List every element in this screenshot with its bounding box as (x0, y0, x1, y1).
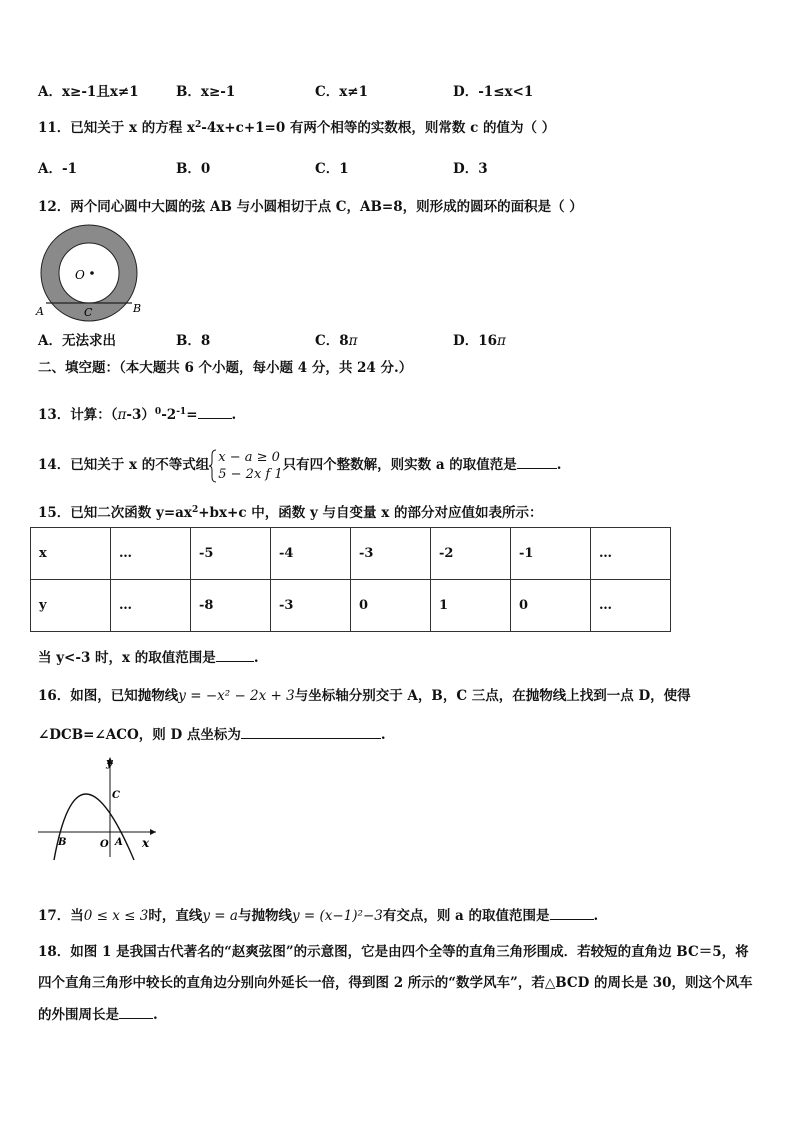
q17-answer-blank[interactable] (550, 905, 594, 920)
q12-option-a: A．无法求出 (38, 333, 116, 349)
q12-center-dot (90, 271, 94, 275)
q11-option-a: A．-1 (38, 161, 77, 177)
table-row: y … -8 -3 0 1 0 … (31, 580, 671, 632)
q16-answer-blank[interactable] (241, 724, 381, 739)
q16-parabola-curve (54, 794, 134, 860)
q10-option-c: C．x≠1 (315, 84, 368, 100)
section-2-title: 二、填空题：（本大题共 6 个小题，每小题 4 分，共 24 分.） (38, 360, 413, 376)
q16-label-c: C (112, 790, 120, 801)
q11-stem-pre: 11．已知关于 x 的方程 x (38, 120, 195, 136)
q18-line2: 四个直角三角形中较长的直角边分别向外延长一倍，得到图 2 所示的“数学风车”，若△BCD 的周长是 30，则这个风车 (38, 975, 753, 991)
q10-option-a: A．x≥-1且x≠1 (38, 84, 139, 100)
q11-stem-post: -4x+c+1=0 有两个相等的实数根，则常数 c 的值为（ ） (201, 120, 556, 136)
table-row: x … -5 -4 -3 -2 -1 … (31, 528, 671, 580)
q18-line3: 的外围周长是 . (38, 1004, 158, 1024)
q18-answer-blank[interactable] (119, 1004, 153, 1019)
q11-stem (38, 119, 555, 137)
q12-stem: 12．两个同心圆中大圆的弦 AB 与小圆相切于点 C，AB=8，则形成的圆环的面积是（ ） (38, 199, 583, 215)
q10-option-b: B．x≥-1 (176, 84, 236, 100)
q16-label-y: y (106, 756, 113, 769)
q12-label-o: O (75, 268, 85, 282)
q14-brace-icon (209, 449, 217, 483)
q14-answer-blank[interactable] (517, 454, 557, 469)
q16-label-o: O (100, 839, 109, 850)
q12-inner-circle (59, 243, 119, 303)
q11-option-d: D．3 (453, 161, 488, 177)
q14-inequality-system (209, 449, 282, 483)
q12-option-c: C．8π (315, 333, 358, 349)
q12-label-c: C (84, 306, 93, 319)
q12-option-d: D．16π (453, 333, 506, 349)
q16-stem: 16．如图，已知抛物线y = −x² − 2x + 3与坐标轴分别交于 A，B，C 三点，在抛物线上找到一点 D，使得 (38, 688, 691, 704)
q16-formula: y = −x² − 2x + 3 (178, 688, 295, 704)
q16-parabola-figure (36, 752, 168, 862)
q18-line1: 18．如图 1 是我国古代著名的“赵爽弦图”的示意图，它是由四个全等的直角三角形围成．若较短的直角边 BC＝5，将 (38, 944, 749, 960)
q12-label-b: B (133, 302, 142, 315)
q15-question: 当 y<-3 时，x 的取值范围是 . (38, 647, 259, 667)
q11-sup: 2 (194, 120, 202, 130)
q14-ineq-2: 5 − 2x f 1 (218, 466, 283, 482)
q16-label-b: B (58, 837, 67, 848)
q15-answer-blank[interactable] (216, 647, 254, 662)
q16-label-x: x (142, 836, 150, 850)
q16-x-arrow-icon (150, 829, 156, 835)
q16-line2: ∠DCB=∠ACO，则 D 点坐标为 . (38, 724, 386, 744)
q17-stem: 17．当0 ≤ x ≤ 3时，直线y = a与抛物线y = (x−1)²−3有交点，则 a 的取值范围是 . (38, 905, 598, 925)
q10-option-d: D．-1≤x<1 (453, 84, 534, 100)
q13-stem: 13．计算：$(\pi-3)^0-2^{-1}=$ . (38, 404, 236, 424)
q11-option-c: C．1 (315, 161, 349, 177)
q15-stem: 15．已知二次函数 $y=ax^2+bx+c$ 中，函数 y 与自变量 x 的部分对应值如表所示： (38, 505, 543, 521)
q12-annulus-figure (32, 222, 147, 322)
q16-label-a: A (115, 837, 123, 848)
q12-label-a: A (36, 305, 44, 318)
q14-ineq-1: x − a ≥ 0 (218, 449, 280, 465)
q12-option-b: B．8 (176, 333, 211, 349)
q15-value-table (30, 527, 671, 632)
q13-answer-blank[interactable] (198, 404, 232, 419)
q11-option-b: B．0 (176, 161, 211, 177)
q14-stem: 14．已知关于 x 的不等式组 x − a ≥ 0 5 − 2x f 1 只有四个整数解，则实数 a 的取值范是 . (38, 449, 562, 482)
